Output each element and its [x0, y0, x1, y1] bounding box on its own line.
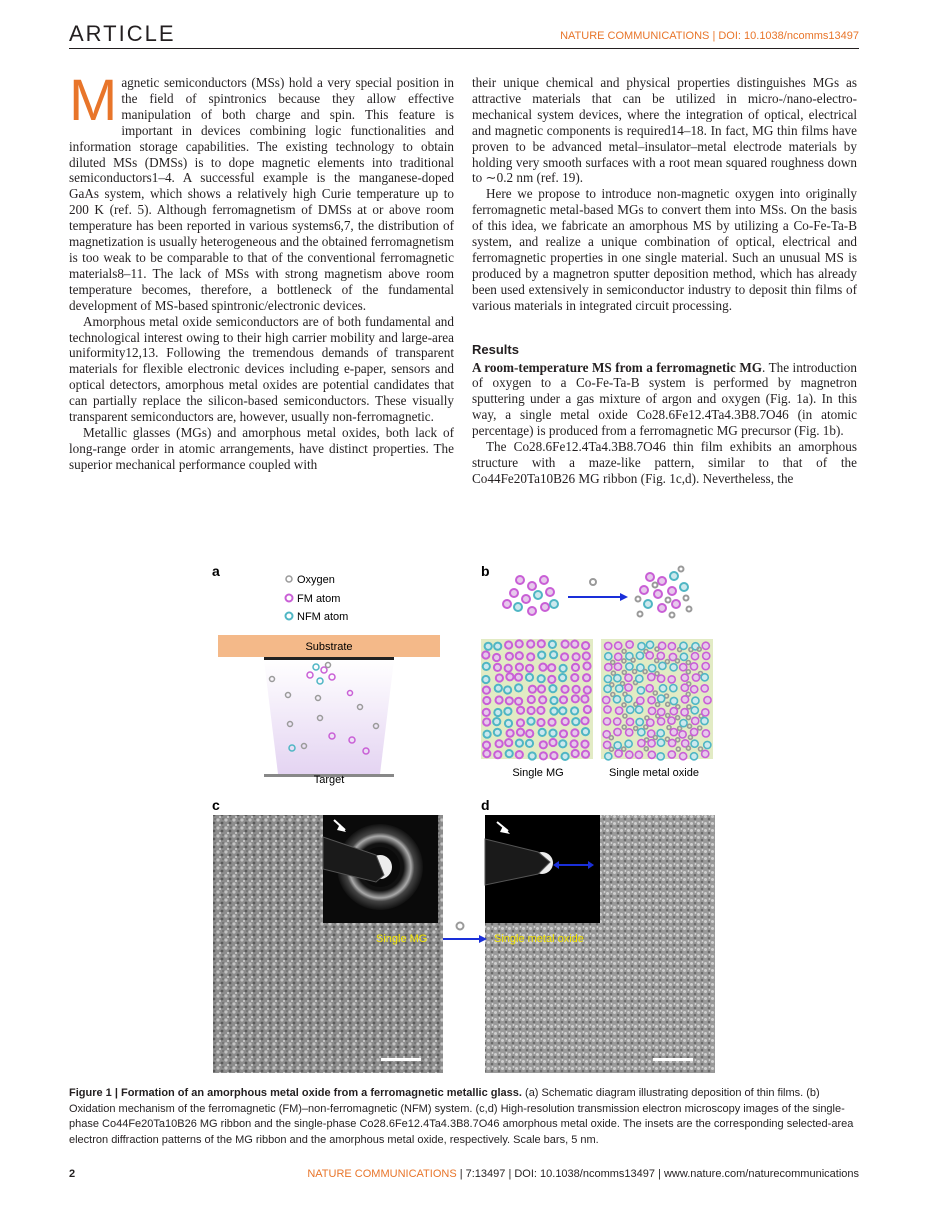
atom	[649, 665, 656, 672]
atom	[670, 685, 677, 692]
atom	[573, 653, 580, 660]
atom	[493, 718, 500, 725]
footer-journal[interactable]: NATURE COMMUNICATIONS	[307, 1168, 457, 1180]
atom	[539, 696, 546, 703]
paragraph-7: The Co28.6Fe12.4Ta4.3B8.7O46 thin film exhibits an amorphous structure with a maze-like pattern, similar to that of the Co44Fe20Ta10B26 MG ribbon (Fig. 1c,d). Nevertheless, the	[472, 439, 857, 486]
atom	[636, 652, 643, 659]
atom	[670, 729, 677, 736]
atom	[614, 742, 621, 749]
atom	[485, 643, 492, 650]
atom	[668, 751, 675, 758]
nfm-legend-icon	[286, 613, 293, 620]
atom	[690, 663, 697, 670]
atom	[692, 717, 699, 724]
atom	[516, 640, 523, 647]
atom	[538, 652, 545, 659]
atom	[584, 686, 591, 693]
atom	[559, 740, 566, 747]
atom	[572, 664, 579, 671]
atom	[681, 674, 688, 681]
atom	[604, 706, 611, 713]
atom	[648, 740, 655, 747]
atom	[638, 740, 645, 747]
atom	[614, 718, 621, 725]
atom	[657, 739, 664, 746]
paragraph-6: A room-temperature MS from a ferromagnetic MG. The introduction of oxygen to a Co-Fe-Ta-B system is performed by magnetron sputtering under a gas mixture of argon and oxygen (Fig. 1a). In this way, a single metal oxide Co28.6Fe12.4Ta4.3B8.7O46 (in atomic percentage) is produced from a ferromagnetic MG precursor (Fig. 1b).	[472, 359, 857, 439]
oxygen-icon-cd	[457, 923, 464, 930]
atom	[692, 674, 699, 681]
atom	[506, 673, 513, 680]
atom	[658, 708, 665, 715]
atom	[494, 643, 501, 650]
atom	[625, 695, 632, 702]
atom	[561, 686, 568, 693]
atom	[560, 696, 567, 703]
atom	[703, 652, 710, 659]
atom	[572, 695, 579, 702]
atom	[583, 674, 590, 681]
paragraph-4: their unique chemical and physical properties distinguishes MGs as attractive materials that can be utilized in micro-/nano-electro-mechanical system devices, where the integration of optical, electrical and magnetic components is required14–18. In fact, MG thin films have proven to be advanced metal–insulator–metal electrode materials by holding very smooth surfaces with a root mean squared roughness down to ∼0.2 nm (ref. 19).	[472, 75, 857, 186]
paragraph-2: Amorphous metal oxide semiconductors are of both fundamental and technological interest owing to their high carrier mobility and large-area uniformity12,13. Following the tremendous demands of transparent materials for flexible electronic devices including e-paper, sensors and optical detectors, amorphous metal oxides are potential candidates that can partially replace the silicon-based semiconductors. These visually transparent semiconductors are, however, usually non-ferromagnetic.	[69, 313, 454, 425]
legend-oxygen: Oxygen	[297, 574, 335, 586]
scale-bar-d	[653, 1058, 693, 1061]
panel-label-b: b	[481, 563, 490, 579]
atom	[626, 663, 633, 670]
footer-doi[interactable]: | 7:13497 | DOI: 10.1038/ncomms13497 | www.nature.com/naturecommunications	[456, 1168, 859, 1180]
atom	[549, 730, 556, 737]
atom	[648, 751, 655, 758]
caption-lead: Figure 1 | Formation of an amorphous metal oxide from a ferromagnetic metallic glass.	[69, 1087, 522, 1099]
atom	[604, 685, 611, 692]
atom	[658, 695, 665, 702]
atom	[548, 676, 555, 683]
atom	[515, 684, 522, 691]
atom	[680, 720, 687, 727]
atom	[659, 662, 666, 669]
atom	[538, 685, 545, 692]
atom	[625, 674, 632, 681]
atom	[537, 707, 544, 714]
figure-1	[200, 562, 730, 1082]
atom	[691, 728, 698, 735]
atom	[496, 674, 503, 681]
atom	[614, 675, 621, 682]
atom	[548, 719, 555, 726]
atom	[515, 674, 522, 681]
atom	[549, 739, 556, 746]
atom	[549, 641, 556, 648]
atom	[550, 708, 557, 715]
label-single-mg: Single MG	[512, 767, 564, 779]
atom	[668, 717, 675, 724]
atom	[494, 709, 501, 716]
label-d-inset: Single metal oxide	[494, 933, 584, 945]
atom	[483, 718, 490, 725]
atom	[680, 664, 687, 671]
atom	[626, 729, 633, 736]
atom	[680, 753, 687, 760]
atom	[657, 730, 664, 737]
atom	[615, 642, 622, 649]
atom	[516, 740, 523, 747]
section-heading-results: Results	[472, 341, 519, 357]
atom	[583, 662, 590, 669]
atom	[494, 751, 501, 758]
atom	[702, 750, 709, 757]
atom	[571, 740, 578, 747]
atom	[613, 696, 620, 703]
atom	[635, 751, 642, 758]
atom	[658, 675, 665, 682]
atom	[483, 742, 490, 749]
left-column	[69, 68, 454, 473]
atom	[505, 720, 512, 727]
atom	[483, 687, 490, 694]
atom	[504, 686, 511, 693]
atom	[647, 719, 654, 726]
atom	[625, 740, 632, 747]
scale-bar-c	[381, 1058, 421, 1061]
atom	[625, 684, 632, 691]
atom	[540, 741, 547, 748]
atom	[681, 709, 688, 716]
substrate-label: Substrate	[305, 641, 353, 653]
atom	[668, 676, 675, 683]
caption-text: (a) Schematic diagram illustrating deposition of thin films. (b) Oxidation mechanism of the ferromagnetic (FM)–non-ferromagnetic (NFM) system. (c,d) High-resolution transmission electron microscopy images of the single-phase Co44Fe20Ta10B26 MG ribbon and the single-phase Co28.6Fe12.4Ta4.3B8.7O46 amorphous metal oxide. The insets are the corresponding selected-area electron diffraction patterns of the MG ribbon and the amorphous metal oxide, respectively. Scale bars, 5 nm.	[69, 1087, 854, 1146]
atom	[584, 706, 591, 713]
panel-label-c: c	[212, 797, 220, 813]
atom	[505, 739, 512, 746]
legend-fm-atom: FM atom	[297, 593, 341, 605]
figure-1-graphic	[200, 562, 730, 1082]
atom	[637, 697, 644, 704]
atom	[583, 652, 590, 659]
oxygen-legend-icon	[286, 576, 292, 582]
atom	[605, 753, 612, 760]
atom	[627, 706, 634, 713]
atom	[658, 718, 665, 725]
oxide-cluster-after	[636, 567, 692, 618]
atom	[582, 728, 589, 735]
page-number: 2	[69, 1168, 76, 1180]
atom	[616, 707, 623, 714]
figure-caption	[69, 1086, 861, 1148]
atom	[605, 653, 612, 660]
atom	[626, 718, 633, 725]
atom	[548, 664, 555, 671]
atom	[561, 653, 568, 660]
atom	[494, 664, 501, 671]
atom	[550, 651, 557, 658]
atom	[572, 718, 579, 725]
atom	[659, 685, 666, 692]
paragraph-3: Metallic glasses (MGs) and amorphous metal oxides, both lack of long-range order in atomic arrangements, have distinct properties. The superior mechanical performance coupled with	[69, 424, 454, 472]
atom	[496, 740, 503, 747]
atom	[515, 698, 522, 705]
mg-cluster-before	[503, 576, 558, 615]
atom	[648, 673, 655, 680]
atom	[636, 675, 643, 682]
atom	[483, 709, 490, 716]
atom	[506, 750, 513, 757]
atom	[516, 664, 523, 671]
atom	[669, 739, 676, 746]
label-single-metal-oxide: Single metal oxide	[609, 767, 699, 779]
atom	[528, 696, 535, 703]
atom	[527, 640, 534, 647]
film-layer	[264, 657, 394, 660]
atom	[562, 753, 569, 760]
atom	[560, 730, 567, 737]
atom	[484, 731, 491, 738]
atom	[657, 753, 664, 760]
atom	[626, 641, 633, 648]
atom	[614, 663, 621, 670]
fm-legend-icon	[286, 595, 293, 602]
paragraph-1: Magnetic semiconductors (MSs) hold a very special position in the field of spintronics because they allow effective manipulation of both charge and spin. This feature is important in devices combining logic functionalities and information storage capabilities. The existing technology to obtain diluted MSs (DMSs) is to dope magnetic elements into traditional semiconductors1–4. A successful example is the manganese-doped GaAs system, which shows a relatively high Curie temperature up to 200 K (ref. 5). Although ferromagnetism of DMSs at or above room temperature has been reported in various systems6,7, the distribution of magnetization is usually heterogeneous and the obtained ferromagnetism is too weak to be comparable to that of the conventional ferromagnetic materials8–11. The lack of MSs with strong magnetism above room temperature becomes, therefore, a bottleneck of the fundamental development of MS-based spintronic/electronic devices.	[69, 68, 454, 313]
atom	[701, 674, 708, 681]
atom	[626, 751, 633, 758]
atom	[504, 708, 511, 715]
atom	[670, 664, 677, 671]
atom	[538, 675, 545, 682]
atom	[517, 707, 524, 714]
atom	[526, 730, 533, 737]
atom	[614, 728, 621, 735]
atom	[559, 674, 566, 681]
atom	[615, 750, 622, 757]
legend-nfm-atom: NFM atom	[297, 611, 349, 623]
atom	[495, 685, 502, 692]
target-label: Target	[313, 774, 345, 786]
atom	[526, 665, 533, 672]
atom	[482, 651, 489, 658]
atom	[539, 729, 546, 736]
atom	[573, 686, 580, 693]
atom	[559, 707, 566, 714]
oxidation-arrowhead	[620, 593, 628, 601]
atom	[505, 641, 512, 648]
atom	[571, 729, 578, 736]
label-c-inset: Single MG	[376, 933, 428, 945]
panel-label-d: d	[481, 797, 490, 813]
atom	[615, 653, 622, 660]
atom	[691, 653, 698, 660]
atom	[496, 696, 503, 703]
atom	[681, 696, 688, 703]
atom	[605, 642, 612, 649]
atom	[638, 643, 645, 650]
atom	[691, 707, 698, 714]
atom	[506, 653, 513, 660]
atom	[646, 652, 653, 659]
atom	[571, 641, 578, 648]
atom	[636, 706, 643, 713]
atom	[704, 741, 711, 748]
atom	[636, 718, 643, 725]
atom	[691, 686, 698, 693]
atom	[690, 753, 697, 760]
atom	[560, 665, 567, 672]
dropcap: M	[69, 68, 118, 133]
atom	[540, 752, 547, 759]
atom	[483, 750, 490, 757]
paragraph-5: Here we propose to introduce non-magnetic oxygen into originally ferromagnetic metal-based MGs to convert them into MSs. On the basis of this idea, we fabricate an amorphous MS by utilizing a Co-Fe-Ta-B system, and realize a unique combination of optical, electrical and ferromagnetic properties in one single material. Such an unusual MS is produced by a magnetron sputter deposition method, which has already been used extensively in semiconductor industry to deposit thin films of various materials in integrated circuit processing.	[472, 186, 857, 313]
atom	[482, 676, 489, 683]
atom	[691, 740, 698, 747]
atom	[581, 695, 588, 702]
atom	[529, 686, 536, 693]
atom	[605, 664, 612, 671]
atom	[549, 685, 556, 692]
atom	[681, 684, 688, 691]
atom	[603, 696, 610, 703]
article-label: ARTICLE	[69, 21, 176, 46]
atom	[701, 685, 708, 692]
atom	[581, 717, 588, 724]
atom	[646, 685, 653, 692]
atom	[702, 730, 709, 737]
atom	[668, 643, 675, 650]
atom	[704, 697, 711, 704]
atom	[550, 752, 557, 759]
atom	[539, 664, 546, 671]
oxygen-icon	[590, 579, 596, 585]
atom	[646, 641, 653, 648]
atom	[562, 718, 569, 725]
atom	[604, 675, 611, 682]
atom	[537, 719, 544, 726]
atom	[550, 697, 557, 704]
atom	[506, 697, 513, 704]
atom	[637, 687, 644, 694]
atom	[582, 751, 589, 758]
atom	[648, 697, 655, 704]
atom	[692, 697, 699, 704]
atom	[638, 729, 645, 736]
atom	[670, 697, 677, 704]
right-column	[472, 75, 857, 487]
atom	[680, 642, 687, 649]
atom	[582, 642, 589, 649]
atom	[517, 719, 524, 726]
atom	[657, 652, 664, 659]
atom	[701, 717, 708, 724]
atom	[702, 642, 709, 649]
atom	[527, 653, 534, 660]
atom	[659, 642, 666, 649]
atom	[526, 674, 533, 681]
atom	[572, 750, 579, 757]
header-rule	[69, 48, 859, 49]
atom	[571, 674, 578, 681]
atom	[670, 708, 677, 715]
atom	[493, 654, 500, 661]
atom	[483, 697, 490, 704]
atom	[581, 741, 588, 748]
atom	[494, 729, 501, 736]
atom	[538, 640, 545, 647]
atom	[526, 740, 533, 747]
atom	[505, 665, 512, 672]
atom	[571, 707, 578, 714]
atom	[507, 730, 514, 737]
journal-doi[interactable]: NATURE COMMUNICATIONS | DOI: 10.1038/ncomms13497	[560, 30, 859, 42]
atom	[529, 752, 536, 759]
atom	[528, 707, 535, 714]
atom	[679, 731, 686, 738]
atom	[616, 685, 623, 692]
atom	[680, 653, 687, 660]
atom	[702, 663, 709, 670]
atom	[562, 641, 569, 648]
atom	[527, 718, 534, 725]
panel-label-a: a	[212, 563, 220, 579]
atom	[516, 652, 523, 659]
atom	[483, 663, 490, 670]
atom	[603, 718, 610, 725]
atom	[516, 751, 523, 758]
atom	[517, 729, 524, 736]
atom	[702, 709, 709, 716]
atom	[648, 707, 655, 714]
